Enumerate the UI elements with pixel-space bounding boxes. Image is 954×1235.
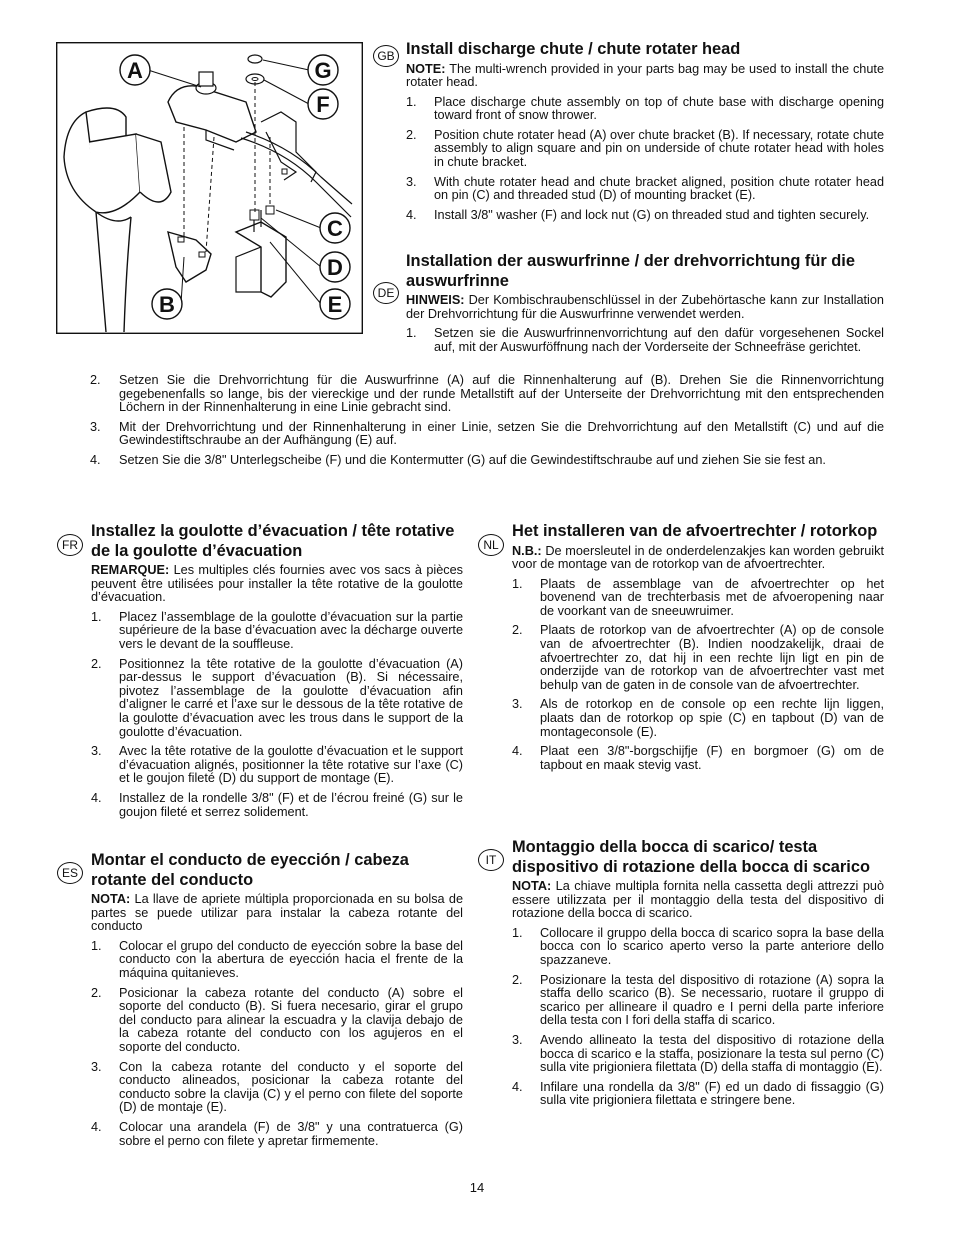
- assembly-diagram: [56, 42, 363, 334]
- language-badge-it: IT: [478, 849, 504, 871]
- step-text: Posizionare la testa del dispositivo di rotazione (A) sopra la staffa dello scarico (B). Se necessario, ruotare il gruppo di scarico per allineare il quadro e I perni della parte inferiore della testa con I fori della staffa di scarico.: [540, 972, 884, 1028]
- list-item: [512, 745, 884, 772]
- step-text: Plaat een 3/8"-borgschijfje (F) en borgmoer (G) om de tapbout en maak stevig vast.: [540, 744, 884, 772]
- steps-es: [91, 940, 463, 1148]
- step-text: Collocare il gruppo della bocca di scarico sopra la base della bocca con lo scarico aperto verso la parte anteriore dello spazzaneve.: [540, 925, 884, 967]
- list-item: [91, 987, 463, 1055]
- note-text-it: La chiave multipla fornita nella cassetta degli attrezzi può essere utilizzata per il montaggio della testa del dispositivo di rotazione della bocca di scarico.: [512, 879, 884, 921]
- list-item: [90, 374, 884, 415]
- section-title-gb: Install discharge chute / chute rotater head: [406, 40, 741, 58]
- step-number: 1.: [512, 576, 523, 591]
- language-badge-es: ES: [57, 862, 83, 884]
- list-item: [91, 1121, 463, 1148]
- list-item: [406, 176, 884, 203]
- note-label-nl: N.B.:: [512, 543, 542, 558]
- section-title-es: Montar el conducto de eyección / cabeza rotante del conducto: [91, 851, 409, 889]
- section-gb: [406, 40, 884, 222]
- section-title-nl: Het installeren van de afvoertrechter / rotorkop: [512, 522, 878, 540]
- diagram-label-c: C: [327, 216, 343, 241]
- section-title-fr: Installez la goulotte d’évacuation / tête rotative de la goulotte d’évacuation: [91, 522, 455, 560]
- diagram-label-e: E: [327, 292, 343, 317]
- list-item: [91, 611, 463, 652]
- step-number: 3.: [91, 744, 102, 759]
- list-item: [512, 1034, 884, 1075]
- step-text: Plaats de rotorkop van de afvoertrechter (A) op de console van de afvoertrechter (B). Indien noodzakelijk, draai de afvoertrechter zo, dat hij in een rechte lijn ligt en pin de onderzijde van de rotorkop van de afvoertrechter vast met behulp van de gaten in de console van de afvoertrechter.: [540, 623, 884, 692]
- step-text: Con la cabeza rotante del conducto y el soporte del conducto alineados, posicionar la cabeza rotante del conducto sobre la clavija (C) y el perno con filete del soporte (D) de montaje (E).: [119, 1059, 463, 1115]
- list-item: [406, 209, 884, 223]
- step-number: 2.: [91, 985, 102, 1000]
- language-badge-gb: GB: [373, 45, 399, 67]
- diagram-label-b: B: [159, 292, 175, 317]
- step-text: Setzen Sie die Drehvorrichtung für die Auswurfrinne (A) auf die Rinnenhalterung auf (B). Drehen Sie die Rinnenvorrichtung gegebenenfalls so lange, bis der viereckige und der runde Metallstift auf der Unterseite der Drehvorrichtung mit den entsprechenden Löchern in der Rinnenhalterung in eine Linie gebracht sind.: [119, 373, 884, 415]
- step-text: Avendo allineato la testa del dispositivo di rotazione della bocca di scarico e la staffa, posizionare la testa sul perno (C) sulla vite prigioniera filettata (D) della staffa di montaggio (E).: [540, 1032, 884, 1075]
- step-number: 1.: [406, 94, 417, 109]
- step-text: Placez l’assemblage de la goulotte d’évacuation sur la partie supérieure de la base d’évacuation avec la décharge ouverte vers le devant de la souffleuse.: [119, 609, 463, 651]
- diagram-label-f: F: [316, 92, 330, 117]
- list-item: [406, 129, 884, 170]
- steps-fr: [91, 611, 463, 819]
- note-label-es: NOTA:: [91, 892, 131, 906]
- step-text: Positionnez la tête rotative de la goulotte d’évacuation (A) par-dessus le support d’évacuation (B). Si nécessaire, pivotez l’assemblage de la goulotte d’évacuation afin d’aligner le carré et l’axe sur le dessous de la tête rotative de la goulotte d’évacuation avec les trous dans le support de la goulotte d’évacuation.: [119, 656, 463, 739]
- step-number: 4.: [512, 744, 523, 759]
- list-item: [512, 578, 884, 619]
- step-number: 3.: [91, 1059, 102, 1074]
- list-item: [406, 96, 884, 123]
- note-label-de: HINWEIS:: [406, 293, 465, 307]
- note-text-es: La llave de apriete múltipla proporcionada en su bolsa de partes se puede utilizar para instalar la cabeza rotante del conducto: [91, 892, 463, 934]
- step-text: Colocar una arandela (F) de 3/8" y una contratuerca (G) sobre el perno con filete y apretar firmemente.: [119, 1119, 463, 1148]
- note-gb: [406, 63, 884, 90]
- language-badge-de: DE: [373, 282, 399, 304]
- note-de: [406, 294, 884, 321]
- step-number: 2.: [91, 656, 102, 671]
- step-number: 4.: [90, 452, 101, 467]
- step-text: Colocar el grupo del conducto de eyección sobre la base del conducto con la abertura de eyección hacia el frente de la máquina quitanieves.: [119, 938, 463, 980]
- steps-de-first: [406, 327, 884, 354]
- step-text: With chute rotater head and chute bracket aligned, position chute rotater head on pin (C) and threaded stud (D) of mounting bracket (E).: [434, 174, 884, 203]
- step-text: Posicionar la cabeza rotante del conducto (A) sobre el soporte del conducto (B). Si fuera necesario, girar el grupo del conducto para alinear la escuadra y la clavija debajo de la cabeza rotante del conducto con los agujeros en el soporte del conducto.: [119, 985, 463, 1054]
- step-text: Installez de la rondelle 3/8" (F) et de l’écrou freiné (G) sur le goujon fileté et serrez solidement.: [119, 790, 463, 819]
- list-item: [91, 1061, 463, 1115]
- section-nl: [512, 522, 884, 772]
- step-number: 3.: [512, 697, 523, 712]
- section-de-continued: [90, 368, 884, 468]
- step-number: 3.: [512, 1032, 523, 1047]
- section-title-de: Installation der auswurfrinne / der drehvorrichtung für die auswurfrinne: [406, 252, 855, 290]
- step-number: 1.: [91, 609, 102, 624]
- language-badge-nl: NL: [478, 534, 504, 556]
- diagram-label-g: G: [314, 58, 332, 83]
- step-text: Infilare una rondella da 3/8" (F) ed un dado di fissaggio (G) sulla vite prigioniera filettata e stringere bene.: [540, 1079, 884, 1108]
- step-number: 4.: [91, 1119, 102, 1134]
- section-it: [512, 838, 884, 1108]
- step-text: Setzen Sie die 3/8" Unterlegscheibe (F) und die Kontermutter (G) auf die Gewindestiftschraube auf und ziehen Sie sie fest an.: [119, 452, 826, 467]
- step-number: 2.: [512, 623, 523, 638]
- steps-de-rest: [90, 374, 884, 468]
- list-item: [512, 698, 884, 739]
- list-item: [91, 792, 463, 819]
- note-text-gb: The multi-wrench provided in your parts bag may be used to install the chute rotater head.: [406, 61, 884, 90]
- note-fr: [91, 564, 463, 605]
- list-item: [512, 927, 884, 968]
- language-badge-fr: FR: [57, 534, 83, 556]
- step-number: 4.: [406, 207, 417, 222]
- section-de-header: [406, 252, 884, 354]
- note-label-it: NOTA:: [512, 879, 552, 893]
- steps-nl: [512, 578, 884, 773]
- list-item: [91, 940, 463, 981]
- step-text: Als de rotorkop en de console op een rechte lijn liggen, plaats dan de rotorkop op spie (C) en tapbout (D) van de montageconsole (E).: [540, 697, 884, 739]
- list-item: [512, 624, 884, 692]
- step-text: Position chute rotater head (A) over chute bracket (B). If necessary, rotate chute assembly to align square and pin on underside of chute rotater head with holes in chute bracket.: [434, 127, 884, 170]
- note-nl: [512, 545, 884, 572]
- list-item: [512, 1081, 884, 1108]
- step-number: 4.: [91, 790, 102, 805]
- step-text: Mit der Drehvorrichtung und der Rinnenhalterung in einer Linie, setzen Sie die Drehvorrichtung auf den Metallstift (C) und auf die Gewindestiftschraube an der Aufhängung (E) auf.: [119, 419, 884, 448]
- step-text: Avec la tête rotative de la goulotte d’évacuation et le support d’évacuation alignés, positionner la tête rotative sur l’axe (C) et le goujon fileté (D) du support de montage (E).: [119, 744, 463, 786]
- page-number: 14: [469, 1180, 485, 1195]
- step-text: Setzen sie die Auswurfrinnenvorrichtung auf den dafür vorgesehenen Sockel auf, mit der Auswurföffnung nach der Vorderseite der Schneefräse gerichtet.: [434, 326, 884, 354]
- step-number: 2.: [512, 972, 523, 987]
- note-text-de: Der Kombischraubenschlüssel in der Zubehörtasche kann zur Installation der Drehvorrichtung für die Auswurfrinne verwendet werden.: [406, 293, 884, 321]
- note-text-fr: Les multiples clés fournies avec vos sacs à pièces peuvent être utilisées pour installer la tête rotative de la goulotte d’évacuation.: [91, 563, 463, 605]
- section-fr: [91, 522, 463, 819]
- diagram-label-d: D: [327, 255, 343, 280]
- list-item: [512, 974, 884, 1028]
- list-item: [406, 327, 884, 354]
- list-item: [90, 454, 884, 468]
- diagram-label-a: A: [127, 58, 143, 83]
- steps-it: [512, 927, 884, 1108]
- step-number: 4.: [512, 1079, 523, 1094]
- step-number: 3.: [90, 419, 101, 434]
- step-text: Place discharge chute assembly on top of chute base with discharge opening toward front of snow thrower.: [434, 94, 884, 123]
- step-text: Plaats de assemblage van de afvoertrechter op het bovenend van de trechterbasis met de afvoeropening naar de voorkant van de sneeuwruimer.: [540, 576, 884, 618]
- section-title-it: Montaggio della bocca di scarico/ testa dispositivo di rotazione della bocca di scarico: [512, 838, 870, 876]
- note-text-nl: De moersleutel in de onderdelenzakjes kan worden gebruikt voor de montage van de rotorkop van de afvoertrechter.: [512, 543, 884, 572]
- step-number: 1.: [406, 326, 417, 341]
- list-item: [90, 421, 884, 448]
- step-number: 1.: [512, 925, 523, 940]
- note-label-fr: REMARQUE:: [91, 563, 170, 577]
- note-label-gb: NOTE:: [406, 61, 446, 76]
- note-it: [512, 880, 884, 921]
- step-number: 2.: [406, 127, 417, 142]
- step-text: Install 3/8" washer (F) and lock nut (G) on threaded stud and tighten securely.: [434, 207, 870, 222]
- section-es: [91, 851, 463, 1148]
- step-number: 1.: [91, 938, 102, 953]
- list-item: [91, 745, 463, 786]
- steps-gb: [406, 96, 884, 223]
- note-es: [91, 893, 463, 934]
- list-item: [91, 658, 463, 740]
- step-number: 2.: [90, 373, 101, 387]
- step-number: 3.: [406, 174, 417, 189]
